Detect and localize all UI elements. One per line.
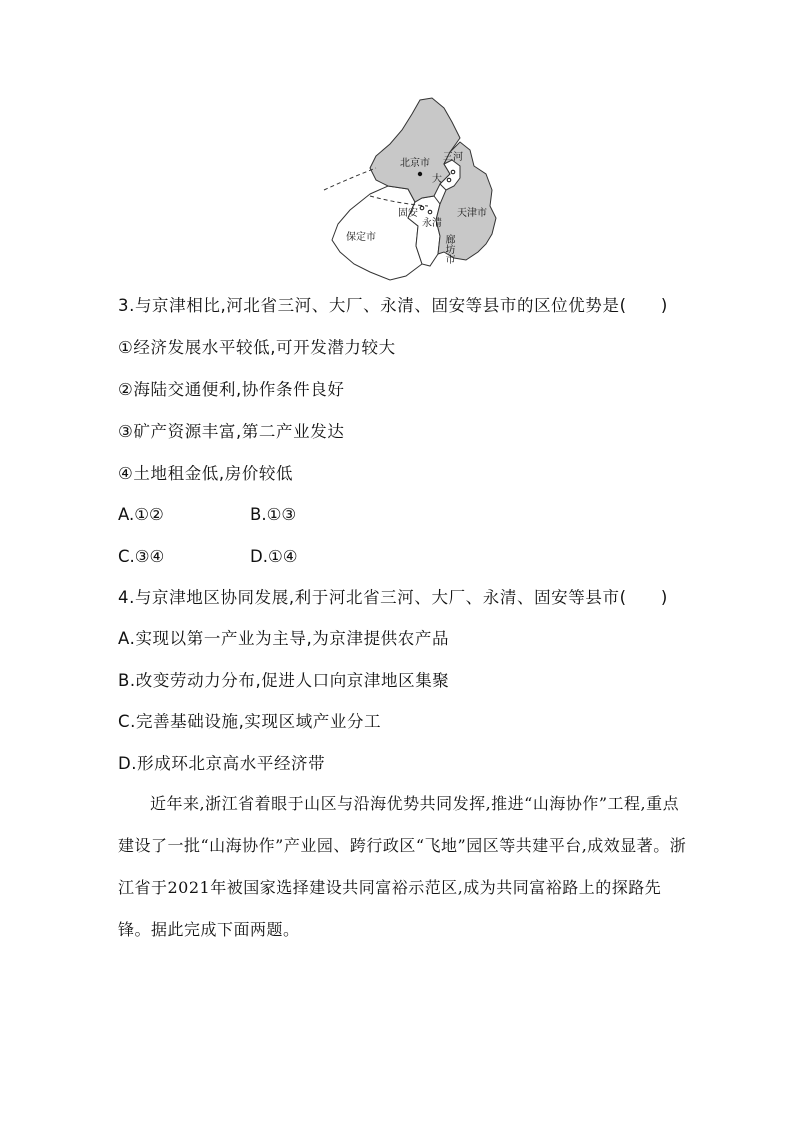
tianjin-label: 天津市: [457, 208, 487, 219]
q4-option-d[interactable]: D.形成环北京高水平经济带: [118, 754, 326, 773]
passage: [118, 783, 688, 951]
q3-option-d[interactable]: D.①④: [250, 547, 298, 566]
dashed-boundary: [324, 168, 376, 190]
q3-item-3: ③矿产资源丰富,第二产业发达: [118, 422, 345, 441]
region-map: [310, 94, 520, 284]
beijing-label: 北京市: [400, 158, 430, 169]
beijing-star: [418, 172, 422, 176]
dachang-label: 大: [432, 174, 442, 185]
gu-an-label: 固安: [398, 208, 418, 219]
passage-text: 近年来,浙江省着眼于山区与沿海优势共同发挥,推进“山海协作”工程,重点建设了一批“山海协作”产业园、跨行政区“飞地”园区等共建平台,成效显著。浙江省于2021年被国家选择建设共同富裕示范区,成为共同富裕路上的探路先锋。据此完成下面两题。: [118, 794, 687, 939]
q3-option-c[interactable]: C.③④: [118, 547, 165, 566]
yongqing-label: 永清: [422, 218, 442, 229]
q4-option-c[interactable]: C.完善基础设施,实现区域产业分工: [118, 712, 382, 731]
q4-option-b[interactable]: B.改变劳动力分布,促进人口向京津地区集聚: [118, 671, 450, 690]
sanhe-dot: [451, 170, 455, 174]
gu-an-dot: [420, 206, 424, 210]
q3-option-a[interactable]: A.①②: [118, 505, 164, 524]
q3-stem: 3.与京津相比,河北省三河、大厂、永清、固安等县市的区位优势是( ): [118, 296, 668, 315]
q4-option-a[interactable]: A.实现以第一产业为主导,为京津提供农产品: [118, 629, 450, 648]
q3-option-b[interactable]: B.①③: [250, 505, 297, 524]
langfang-label-text: 廊坊市: [424, 234, 454, 245]
dachang-dot: [447, 178, 451, 182]
baoding-label: 保定市: [346, 232, 376, 243]
q3-item-2: ②海陆交通便利,协作条件良好: [118, 380, 345, 399]
q3-item-1: ①经济发展水平较低,可开发潜力较大: [118, 338, 396, 357]
q3-item-4: ④土地租金低,房价较低: [118, 464, 294, 483]
q4-stem: 4.与京津地区协同发展,利于河北省三河、大厂、永清、固安等县市( ): [118, 588, 668, 607]
yongqing-dot: [428, 210, 432, 214]
sanhe-label: 三河: [443, 152, 463, 163]
